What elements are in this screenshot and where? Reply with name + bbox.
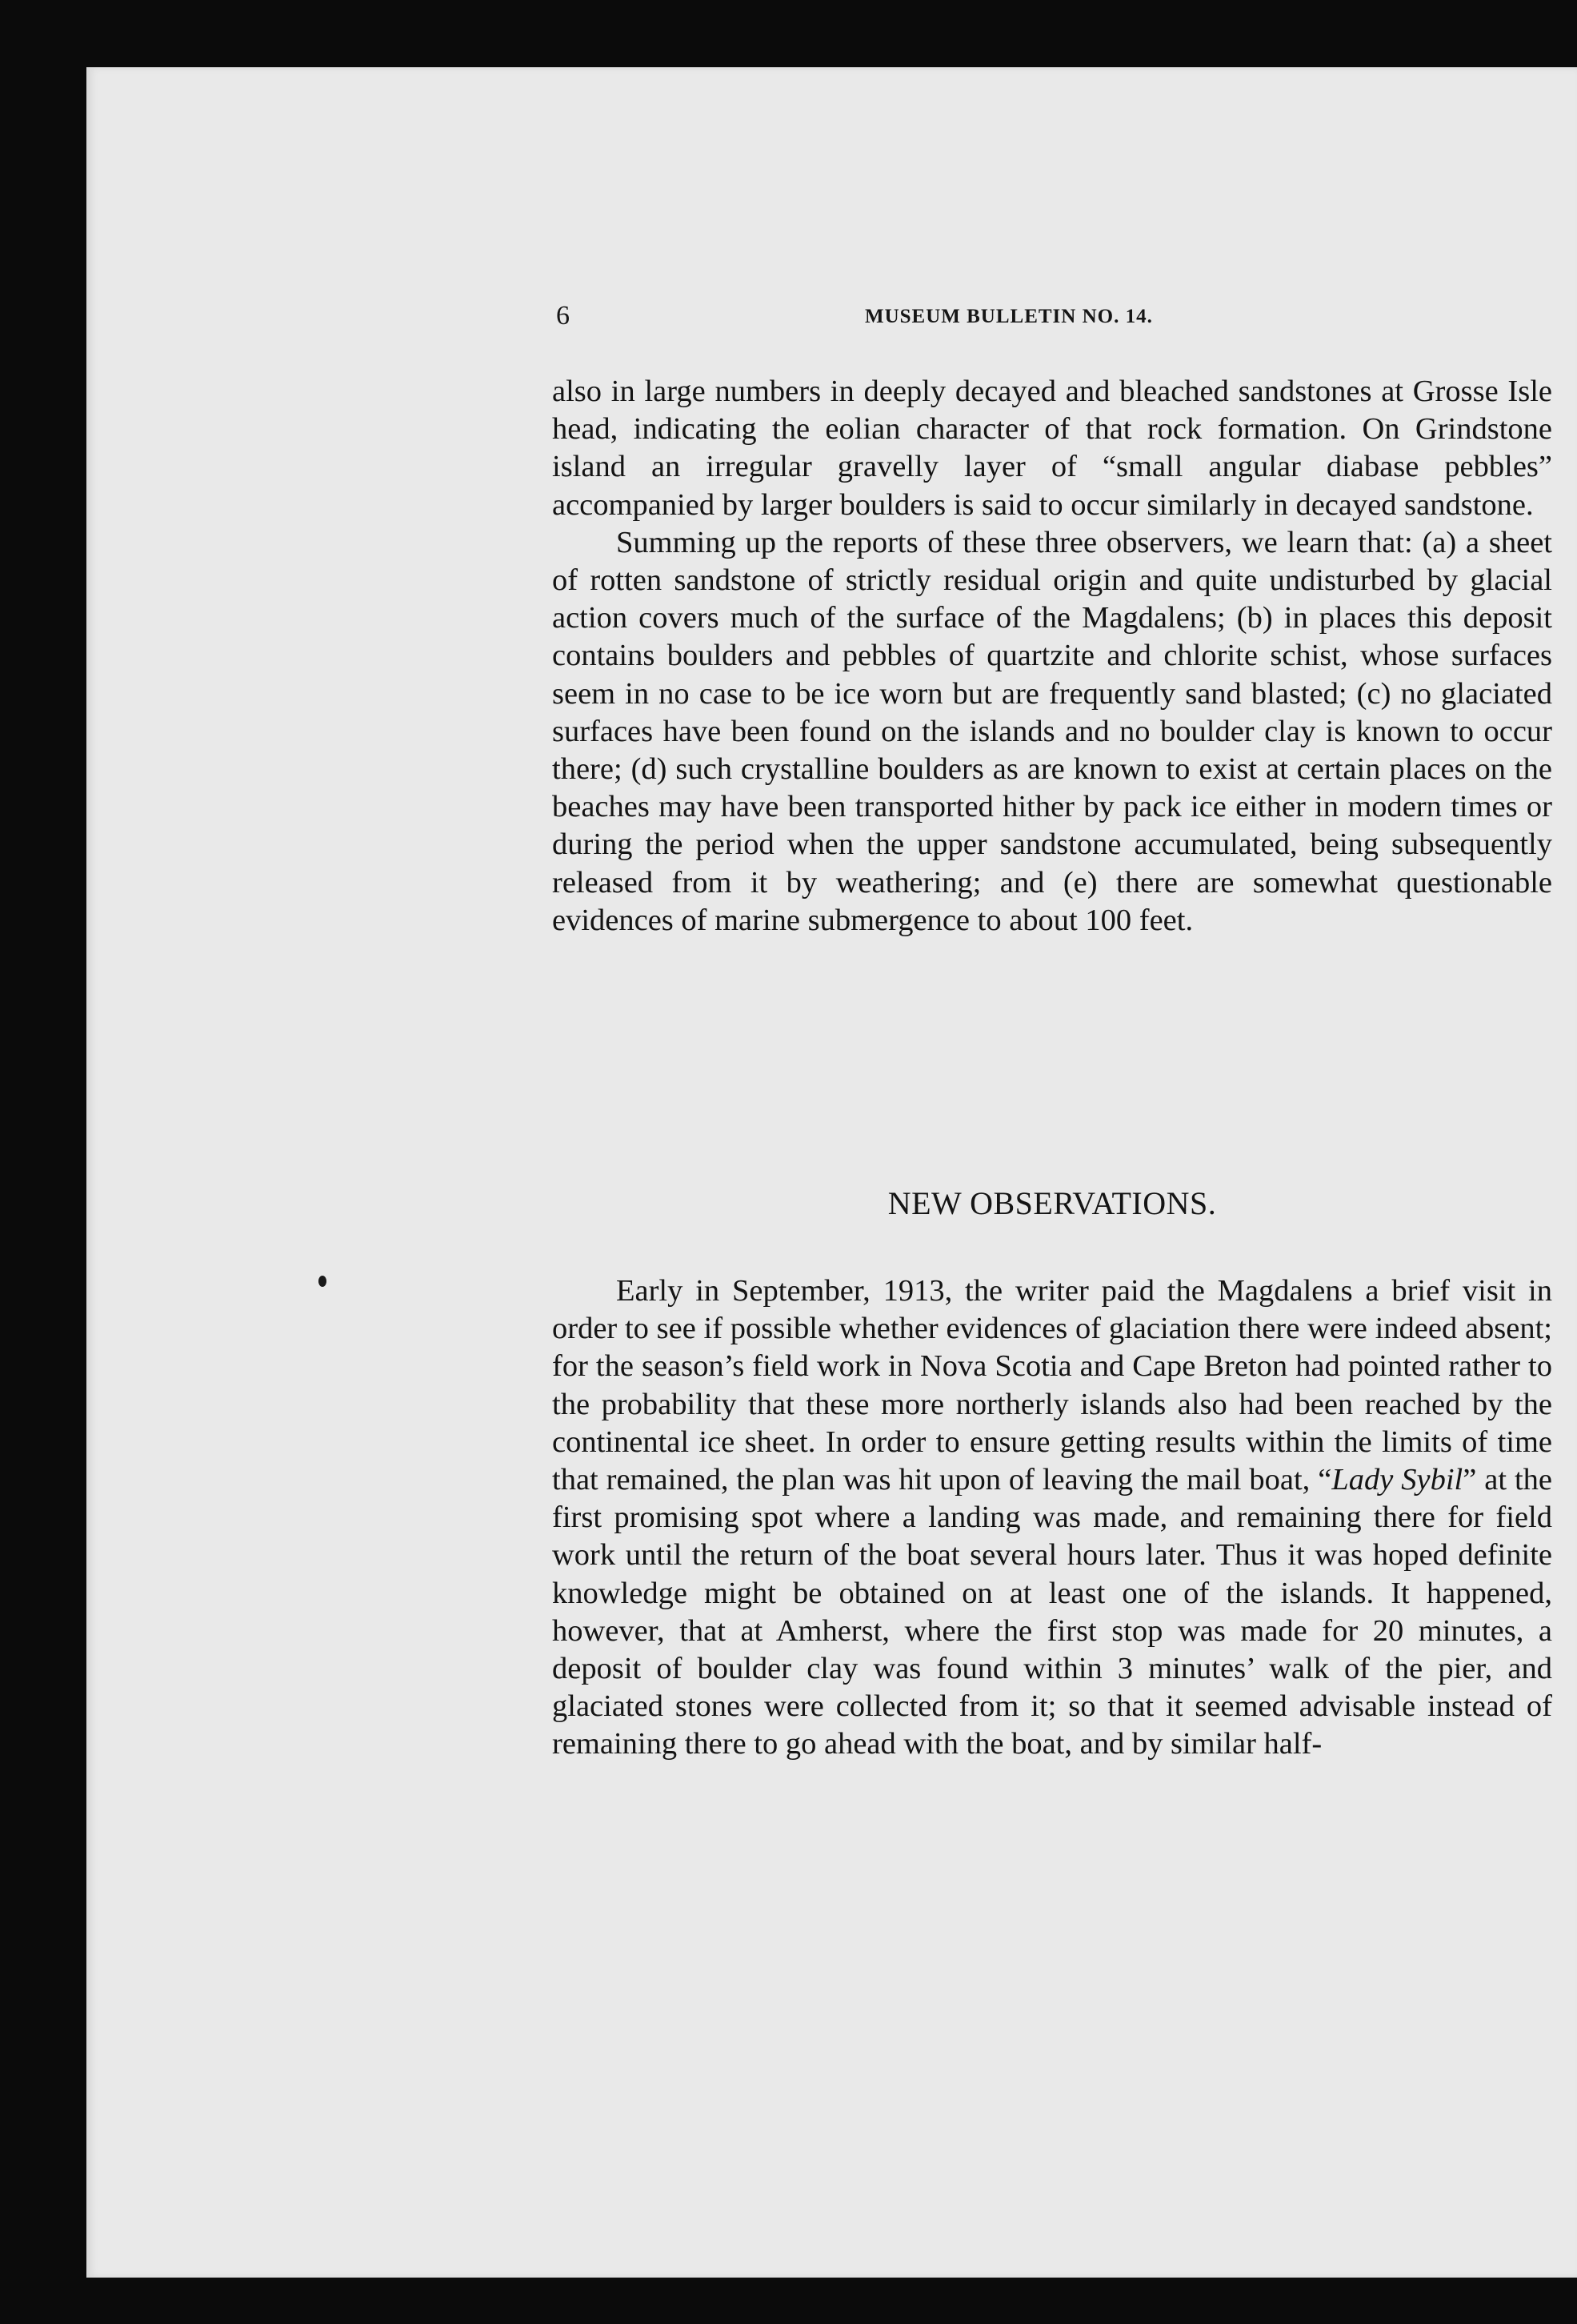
page-number: 6 xyxy=(556,301,570,331)
section-heading: NEW OBSERVATIONS. xyxy=(887,1185,1217,1221)
paragraph-text-part1: Early in September, 1913, the writer paid the Magdalens a brief visit in order to see if possible whether evidences of glaciation there were indeed absent; for the season’s field work in Nova Scotia and Cape Breton had pointed rather to the probability that these more northerly islands also had been reached by the continental ice sheet. In order to ensure getting results within the limits of time that remained, the plan was hit upon of leaving the mail boat, “ xyxy=(552,1274,1552,1497)
scan-speck xyxy=(318,1276,326,1287)
paragraph-text-part2: ” at the first promising spot where a landing was made, and remaining there for field work until the return of the boat several hours later. Thus it was hoped definite knowledge might be obtained on at least one of the islands. It happened, however, that at Amherst, where the first stop was made for 20 minutes, a deposit of boulder clay was found within 3 minutes’ walk of the pier, and glaciated stones were collected from it; so that it seemed advisable instead of remaining there to go ahead with the boat, and by similar half- xyxy=(552,1463,1552,1761)
paragraph-new-observations xyxy=(552,1272,1552,1764)
paragraph-summary: Summing up the reports of these three observers, we learn that: (a) a sheet of rotten sandstone of strictly residual origin and quite undisturbed by glacial action covers much of the surface of the Magdalens; (b) in places this deposit contains boulders and pebbles of quartzite and chlorite schist, whose surfaces seem in no case to be ice worn but are frequently sand blasted; (c) no glaciated surfaces have been found on the islands and no boulder clay is known to occur there; (d) such crystalline boulders as are known to exist at certain places on the beaches may have been transported hither by pack ice either in modern times or during the period when the upper sandstone accumulated, being subsequently released from it by weathering; and (e) there are somewhat questionable evidences of marine submergence to about 100 feet. xyxy=(552,525,1552,937)
paragraph-continued: also in large numbers in deeply decayed and bleached sandstones at Grosse Isle head, indicating the eolian character of that rock formation. On Grindstone island an irregular gravelly layer of “small angular diabase pebbles” accompanied by larger boulders is said to occur similarly in decayed sandstone. xyxy=(552,375,1552,522)
page-header xyxy=(556,301,1556,349)
body-text-section xyxy=(552,1272,1552,1764)
running-title: MUSEUM BULLETIN NO. 14. xyxy=(865,306,1153,327)
boat-name: Lady Sybil xyxy=(1331,1463,1463,1497)
body-text-top xyxy=(552,373,1552,940)
